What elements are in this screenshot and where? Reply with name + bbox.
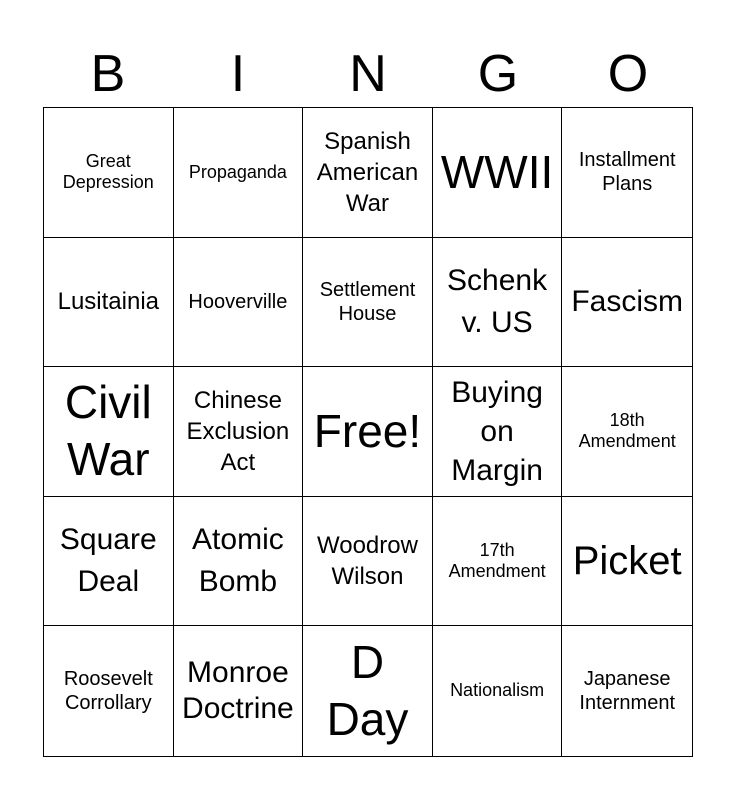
cell-text: Civil War	[64, 375, 152, 486]
cell-text: WWII	[440, 145, 554, 198]
bingo-cell[interactable]	[44, 367, 174, 497]
cell-text: Japanese Internment	[579, 668, 675, 715]
cell-text: Roosevelt Corrollary	[63, 668, 153, 715]
bingo-cell[interactable]	[433, 238, 563, 368]
header-letter-i: I	[230, 45, 246, 103]
cell-text: Chinese Exclusion Act	[186, 386, 290, 477]
cell-text: Spanish American War	[316, 127, 419, 217]
bingo-cell[interactable]	[433, 108, 563, 238]
bingo-cell[interactable]	[562, 367, 692, 497]
bingo-cell[interactable]	[174, 497, 304, 627]
cell-text: Woodrow Wilson	[317, 531, 418, 591]
cell-text: Picket	[572, 539, 682, 584]
bingo-header	[43, 40, 693, 108]
header-letter-b: B	[90, 45, 126, 103]
bingo-cell[interactable]	[303, 238, 433, 368]
free-space-text: Free!	[313, 404, 422, 457]
bingo-cell[interactable]	[44, 626, 174, 756]
bingo-cell[interactable]	[303, 108, 433, 238]
bingo-cell[interactable]	[562, 497, 692, 627]
cell-text: Lusitainia	[57, 288, 159, 316]
bingo-cell[interactable]	[433, 497, 563, 627]
bingo-cell[interactable]	[303, 497, 433, 627]
cell-text: Installment Plans	[578, 149, 676, 196]
bingo-cell[interactable]	[44, 108, 174, 238]
bingo-cell[interactable]	[303, 626, 433, 756]
cell-text: Buying on Margin	[451, 375, 543, 487]
cell-text: Square Deal	[59, 523, 157, 599]
bingo-cell[interactable]	[174, 238, 304, 368]
cell-text: Great Depression	[62, 150, 154, 193]
cell-text: 18th Amendment	[578, 409, 676, 452]
cell-text: Propaganda	[188, 161, 287, 182]
bingo-cell[interactable]	[433, 367, 563, 497]
header-letter-n: N	[349, 45, 387, 103]
cell-text: Atomic Bomb	[192, 523, 284, 599]
bingo-cell[interactable]	[562, 626, 692, 756]
cell-text: Settlement House	[319, 278, 416, 325]
header-letter-g: G	[477, 45, 519, 103]
cell-text: Fascism	[571, 284, 684, 318]
bingo-cell[interactable]	[174, 108, 304, 238]
header-letter-o: O	[607, 45, 649, 103]
cell-text: Schenk v. US	[447, 263, 548, 339]
cell-text: 17th Amendment	[448, 539, 546, 582]
bingo-cell[interactable]	[562, 108, 692, 238]
cell-text: Nationalism	[450, 680, 545, 701]
bingo-cell[interactable]	[562, 238, 692, 368]
bingo-board	[43, 107, 693, 757]
bingo-cell[interactable]	[433, 626, 563, 756]
bingo-cell[interactable]	[44, 497, 174, 627]
bingo-cell[interactable]	[44, 238, 174, 368]
bingo-cell[interactable]	[174, 626, 304, 756]
cell-text: Monroe Doctrine	[182, 656, 294, 726]
free-space[interactable]	[303, 367, 433, 497]
bingo-cell[interactable]	[174, 367, 304, 497]
cell-text: D Day	[326, 635, 409, 746]
cell-text: Hooverville	[188, 290, 288, 313]
